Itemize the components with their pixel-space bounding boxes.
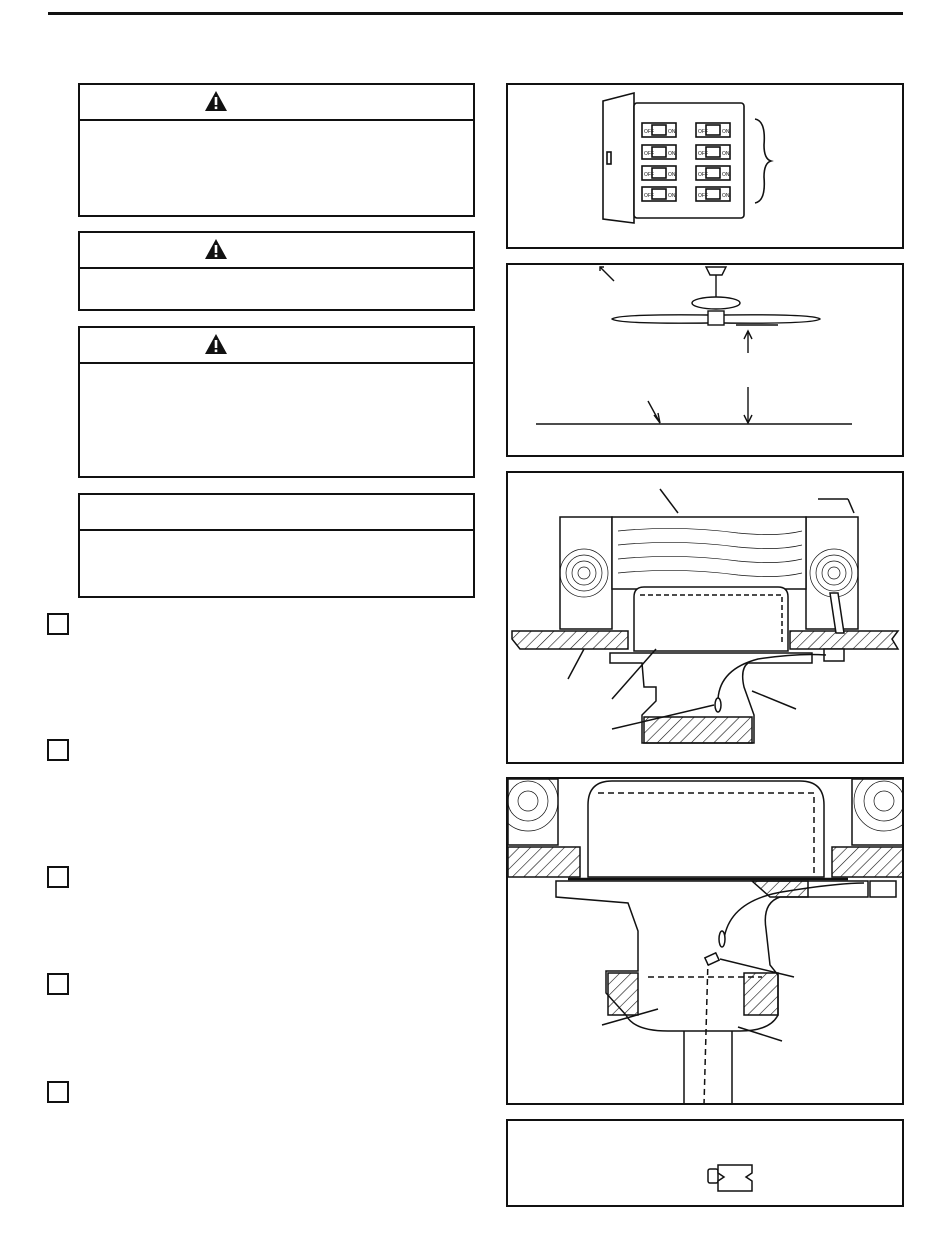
figure-fastener xyxy=(506,1119,904,1207)
warning-notice-3 xyxy=(78,326,475,478)
warning-notice-2 xyxy=(78,231,475,311)
step-checkbox-5[interactable] xyxy=(47,1081,69,1103)
switch-label: OFF xyxy=(698,151,708,157)
step-checkbox-2[interactable] xyxy=(47,739,69,761)
switch-label: ON xyxy=(668,151,676,157)
switch-label: OFF xyxy=(644,151,654,157)
fastener-clip-icon xyxy=(508,1121,904,1207)
switch-label: ON xyxy=(668,193,676,199)
switch-label: ON xyxy=(722,193,730,199)
figure-box-detail xyxy=(506,777,904,1105)
switch-label: ON xyxy=(722,129,730,135)
warning-notice-header xyxy=(80,233,473,269)
switch-label: OFF xyxy=(698,193,708,199)
warning-notice-1 xyxy=(78,83,475,217)
switch-label: OFF xyxy=(644,193,654,199)
caution-notice-header xyxy=(80,495,473,531)
step-checkbox-4[interactable] xyxy=(47,973,69,995)
warning-notice-header xyxy=(80,328,473,364)
header-rule xyxy=(48,12,903,15)
caution-notice-4 xyxy=(78,493,475,598)
warning-triangle-icon xyxy=(204,238,228,260)
ceiling-box-joist-section-icon xyxy=(508,473,904,764)
warning-notice-header xyxy=(80,85,473,121)
figure-breaker-panel xyxy=(506,83,904,249)
warning-triangle-icon xyxy=(204,90,228,112)
ceiling-fan-clearance-icon xyxy=(508,265,904,457)
warning-triangle-icon xyxy=(204,333,228,355)
switch-label: ON xyxy=(722,172,730,178)
switch-label: ON xyxy=(668,129,676,135)
figure-ceiling-joist-box xyxy=(506,471,904,764)
switch-label: OFF xyxy=(644,129,654,135)
step-checkbox-3[interactable] xyxy=(47,866,69,888)
switch-label: OFF xyxy=(644,172,654,178)
switch-label: ON xyxy=(668,172,676,178)
switch-label: OFF xyxy=(698,172,708,178)
figure-fan-clearance xyxy=(506,263,904,457)
circuit-breaker-panel-icon xyxy=(508,85,904,249)
outlet-box-detail-section-icon xyxy=(508,779,904,1105)
switch-label: OFF xyxy=(698,129,708,135)
step-checkbox-1[interactable] xyxy=(47,613,69,635)
switch-label: ON xyxy=(722,151,730,157)
